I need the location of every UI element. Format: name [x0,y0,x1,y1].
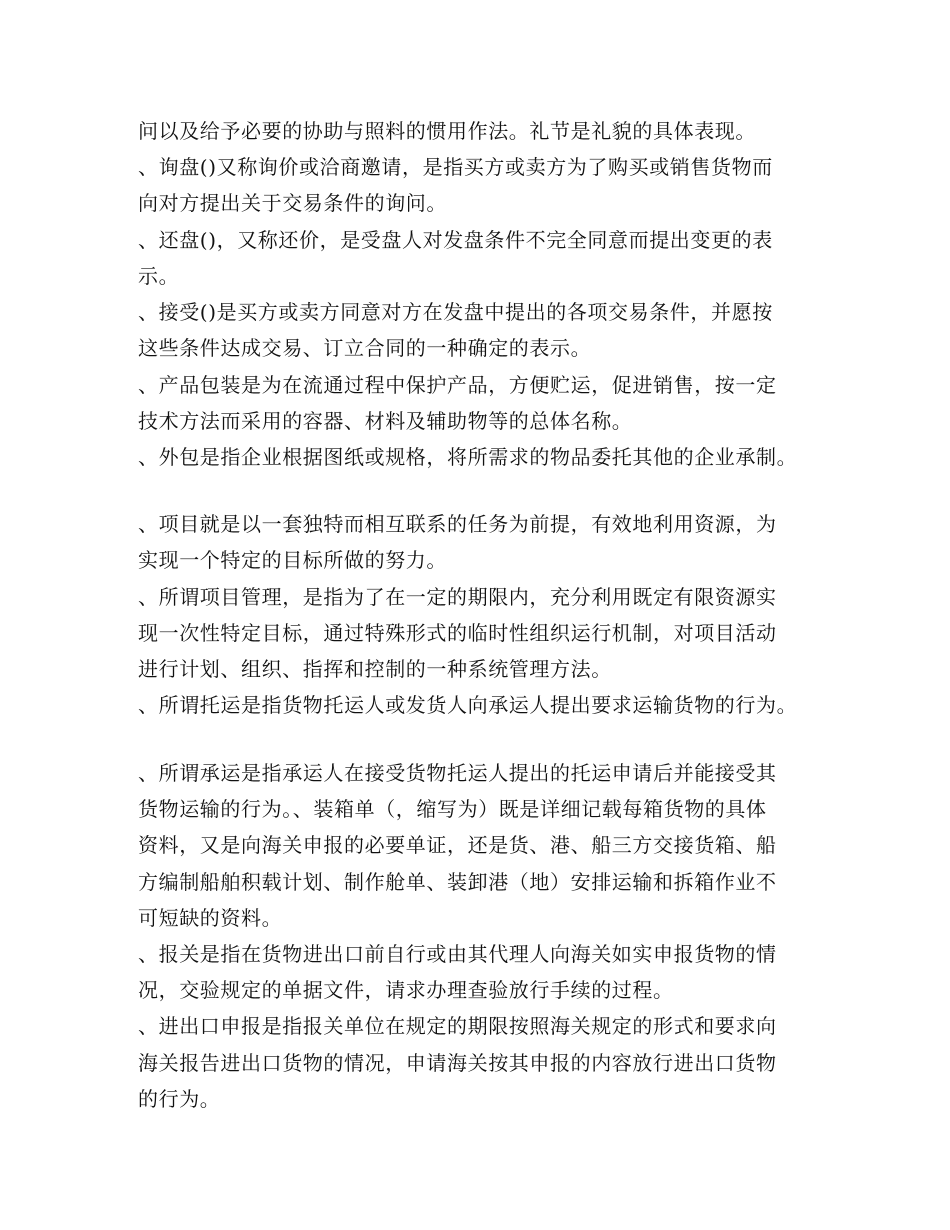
text-line: 、项目就是以一套独特而相互联系的任务为前提，有效地利用资源，为 [138,512,777,536]
text-line: 海关报告进出口货物的情况，申请海关按其申报的内容放行进出口货物 [138,1051,777,1075]
text-line: 现一次性特定目标，通过特殊形式的临时性组织运行机制，对项目活动 [138,621,777,645]
text-line: 、所谓项目管理，是指为了在一定的期限内，充分利用既定有限资源实 [138,585,777,609]
text-line: 、所谓承运是指承运人在接受货物托运人提出的托运申请后并能接受其 [138,761,777,785]
text-line: 、进出口申报是指报关单位在规定的期限按照海关规定的形式和要求向 [138,1014,777,1038]
text-line: 可短缺的资料。 [138,906,283,930]
text-line: 、接受()是买方或卖方同意对方在发盘中提出的各项交易条件，并愿按 [138,300,773,324]
text-line: 向对方提出关于交易条件的询问。 [138,191,447,215]
text-line: 、外包是指企业根据图纸或规格，将所需求的物品委托其他的企业承制。 [138,445,798,469]
text-line: 资料，又是向海关申报的必要单证，还是货、港、船三方交接货箱、船 [138,833,777,857]
text-line: 、还盘()，又称还价，是受盘人对发盘条件不完全同意而提出变更的表 [138,228,773,252]
text-line: 、所谓托运是指货物托运人或发货人向承运人提出要求运输货物的行为。 [138,693,798,717]
text-line: 方编制船舶积载计划、制作舱单、装卸港（地）安排运输和拆箱作业不 [138,870,777,894]
text-line: 实现一个特定的目标所做的努力。 [138,548,447,572]
text-line: 货物运输的行为。、装箱单（，缩写为）既是详细记载每箱货物的具体 [138,797,767,821]
text-line: 、产品包装是为在流通过程中保护产品，方便贮运，促进销售，按一定 [138,373,777,397]
text-line: 示。 [138,264,180,288]
text-line: 、报关是指在货物进出口前自行或由其代理人向海关如实申报货物的情 [138,942,777,966]
text-line: 问以及给予必要的协助与照料的惯用作法。礼节是礼貌的具体表现。 [138,119,756,143]
text-line: 、询盘()又称询价或洽商邀请，是指买方或卖方为了购买或销售货物而 [138,155,773,179]
text-line: 况，交验规定的单据文件，请求办理查验放行手续的过程。 [138,978,674,1002]
text-line: 技术方法而采用的容器、材料及辅助物等的总体名称。 [138,409,633,433]
text-line: 进行计划、组织、指挥和控制的一种系统管理方法。 [138,657,612,681]
text-line: 这些条件达成交易、订立合同的一种确定的表示。 [138,336,592,360]
text-line: 的行为。 [138,1087,221,1111]
